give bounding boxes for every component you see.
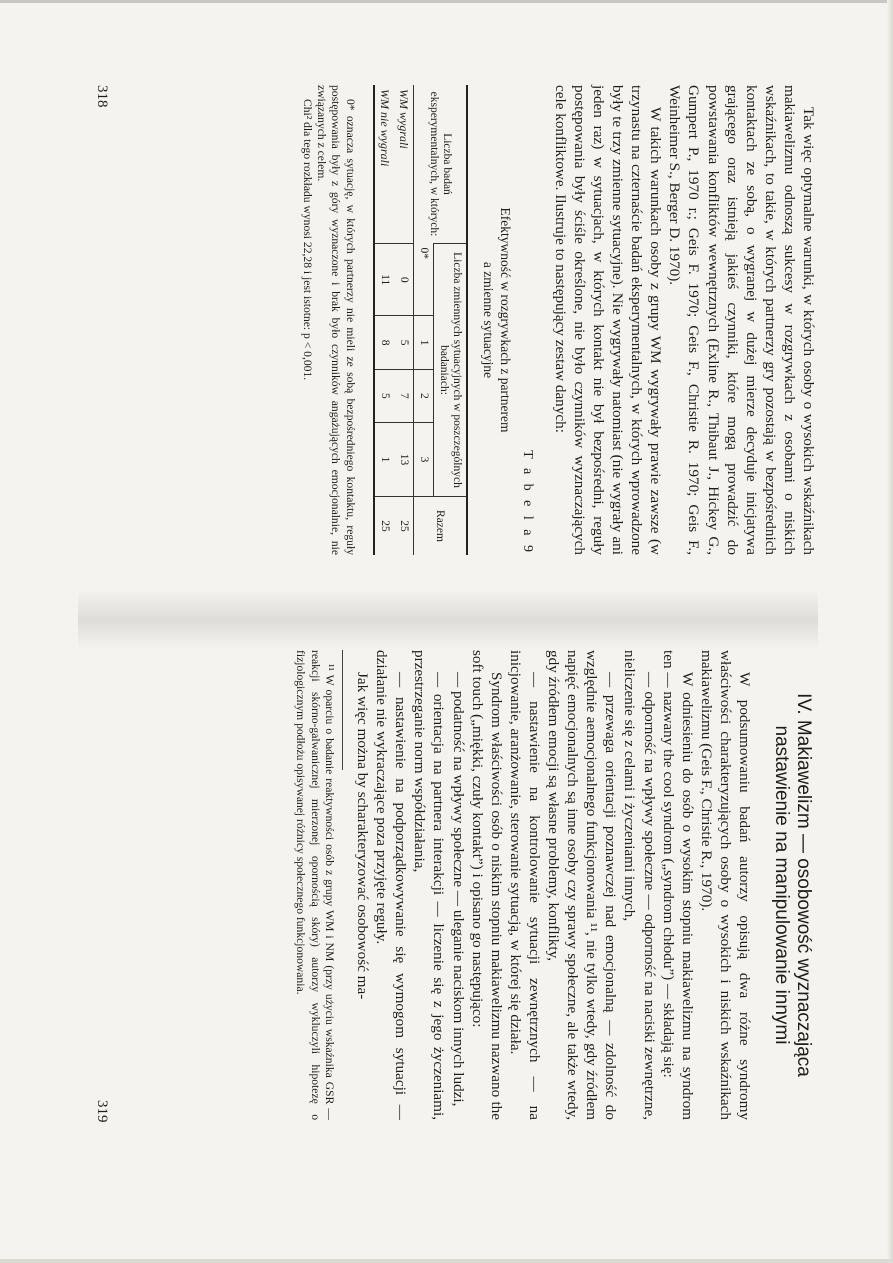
results-table	[373, 85, 468, 555]
table-note-2: Chi² dla tego rozkładu wynosi 22,28 i jest istotne: p < 0,001.	[300, 99, 314, 381]
scan-edge-right	[887, 0, 893, 1263]
table-column-header: 0*	[413, 244, 433, 316]
right-paragraph-7: — podatność na wpływy społeczne — uleganie naciskom innych ludzi,	[449, 672, 467, 1107]
right-paragraph-9: — nastawienie na podporządkowywanie się wymogom sytuacji — działanie nie wykraczające poza przyjęte reguły.	[373, 650, 410, 1120]
right-paragraph-6: Syndrom właściwości osób o niskim stopniu makiawelizmu nazwano the soft touch („miękki, czuły kontakt”) i opisano go następująco:	[468, 650, 505, 1120]
table-caption	[480, 85, 514, 555]
table-column-header: 2	[413, 369, 433, 422]
right-paragraph-2: W odniesieniu do osób o wysokim stopniu makiawelizmu na syndrom ten — nazwany the cool syndrom („syndrom chłodu”) — składają się:	[659, 650, 696, 1120]
right-paragraph-4: — przewaga orientacji poznawczej nad emocjonalną — zdolność do względnie aemocjonalnego funkcjonowania ¹¹, nie tylko wtedy, gdy źródłem napięć emocjonalnych są inne osoby czy sprawy społeczne, ale także wtedy, gdy źródłem emocji są własne problemy, konflikty,	[545, 650, 620, 1120]
table-row	[374, 85, 394, 555]
footnote-11: ¹¹ W oparciu o badanie reaktywności osób z grupy WM i NM (przy użyciu wskaźnika GSR — reakcji skórno-galwanicznej mierzonej opornością skóry) autorzy wykluczyli hipotezę o fizjologicznym podłożu opisywanej różnicy społecznego funkcjonowania.	[294, 650, 337, 1120]
table-cell: 0	[394, 244, 414, 316]
table-group-header: Liczba zmiennych sytuacyjnych w poszczególnych badaniach:	[433, 244, 467, 497]
left-page	[78, 85, 818, 555]
table-caption-line-2: a zmienne sytuacyjne	[480, 261, 496, 379]
right-page	[78, 650, 818, 1120]
table-row-header: Liczba badań eksperymentalnych, w których:	[413, 85, 467, 244]
table-caption-line-1: Efektywność w rozgrywkach z partnerem	[497, 207, 513, 433]
table-column-header: 1	[413, 316, 433, 369]
right-paragraph-8: — orientacja na partnera interakcji — liczenie się z jego życzeniami, przestrzeganie norm współdziałania,	[411, 650, 448, 1120]
chapter-title-line-1: IV. Makiawelizm — osobowość wyznaczająca	[793, 693, 814, 1077]
table-cell: 8	[374, 316, 394, 369]
table-cell-total: 25	[394, 497, 414, 556]
right-paragraph-1: W podsumowaniu badań autorzy opisują dwa różne syndromy właściwości charakteryzujących osoby o wysokich i niskich wskaźnikach makiawelizmu (Geis F., Christie R., 1970).	[697, 650, 753, 1120]
table-row	[394, 85, 414, 555]
table-note-1: 0* oznacza sytuację, w których partnerzy nie mieli ze sobą bezpośredniego kontaktu, reguły postępowania były z góry wyznaczone i brak było czynników angażujących emocjonalnie, nie związanych z celem.	[315, 85, 357, 555]
table-cell: 7	[394, 369, 414, 422]
table-cell-total: 25	[374, 497, 394, 556]
page-number-right: 319	[94, 1100, 110, 1123]
chapter-title	[770, 650, 814, 1120]
table-cell: 13	[394, 422, 414, 496]
right-paragraph-10: Jak więc można by scharakteryzować osobowość ma-	[354, 672, 372, 1000]
table-cell: 5	[394, 316, 414, 369]
table-label: T a b e l a 9	[519, 450, 535, 555]
table-cell: 1	[374, 422, 394, 496]
table-cell: 11	[374, 244, 394, 316]
scan-edge-top	[0, 0, 893, 3]
footnote	[293, 650, 336, 1120]
left-paragraph-1: Tak więc optymalne warunki, w których osoby o wysokich wskaźnikach makiawelizmu odnoszą sukcesy w rozgrywkach z osobami o niskich wskaźnikach, to takie, w których partnerzy gry pozostają w bezpośrednich kontaktach ze sobą, o wygranej w dużej mierze decyduje inicjatywa grającego oraz istnieją jakieś czynniki, które mogą prowadzić do powstawania konfliktów wewnętrznych (Exline R., Thibaut J., Hickey G., Gumpert P., 1970 r.; Geis F. 1970; Geis F., Christie R. 1970; Geis F., Weinheimer S., Berger D. 1970).	[666, 85, 817, 555]
table-notes	[299, 85, 356, 555]
scan-edge-bottom	[0, 1259, 893, 1263]
table-row-label: WM wygrali	[396, 89, 411, 149]
chapter-title-line-2: nastawienie na manipulowanie innymi	[771, 725, 792, 1045]
footnote-rule	[342, 650, 343, 770]
table-cell: 5	[374, 369, 394, 422]
book-spread	[78, 85, 818, 1165]
right-paragraph-5: — nastawienie na kontrolowanie sytuacji zewnętrznych — na inicjowanie, aranżowanie, sterowanie sytuacją, w której się działa.	[506, 650, 543, 1120]
book-gutter	[78, 590, 818, 650]
table-row-label: WM nie wygrali	[374, 85, 394, 244]
page-number-left: 318	[94, 85, 110, 108]
table-column-header: 3	[413, 422, 433, 496]
left-paragraph-2: W takich warunkach osoby z grupy WM wygrywały prawie zawsze (w trzynastu na czternaście badań eksperymentalnych, w których wprowadzone były te trzy zmienne sytuacyjne). Nie wygrywały natomiast (nie wygrały ani jeden raz) w sytuacjach, w których kontakt nie był bezpośredni, reguły postępowania były ściśle określone, nie było czynników wyznaczających cele konfliktowe. Ilustruje to następujący zestaw danych:	[551, 85, 665, 555]
table-total-header: Razem	[413, 497, 467, 556]
right-paragraph-3: — odporność na wpływy społeczne — odporność na naciski zewnętrzne, nieliczenie się z celami i życzeniami innych,	[621, 650, 658, 1120]
